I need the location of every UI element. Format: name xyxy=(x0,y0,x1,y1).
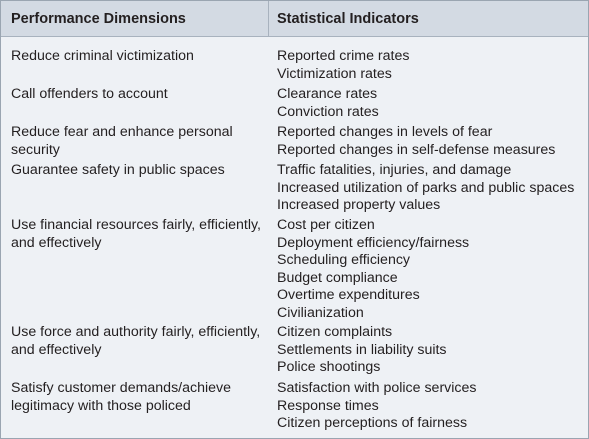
dimension-line: Satisfy customer demands/achieve xyxy=(11,380,232,396)
header-divider xyxy=(268,1,269,36)
indicator-line: Reported crime rates xyxy=(277,48,410,64)
indicator-line: Police shootings xyxy=(277,359,381,376)
dimension-cell xyxy=(11,48,269,66)
dimension-line: Call offenders to account xyxy=(11,86,168,102)
dimension-line: legitimacy with those policed xyxy=(11,397,191,414)
indicator-cell xyxy=(277,124,582,159)
indicator-line: Satisfaction with police services xyxy=(277,380,477,396)
dimension-line: Reduce fear and enhance personal xyxy=(11,124,233,140)
dimension-cell xyxy=(11,86,269,104)
dimension-line: Guarantee safety in public spaces xyxy=(11,162,225,178)
indicator-line: Citizen perceptions of fairness xyxy=(277,415,468,432)
indicator-cell xyxy=(277,380,582,433)
dimension-cell xyxy=(11,380,269,415)
indicator-line: Deployment efficiency/fairness xyxy=(277,234,470,251)
header-performance-dimensions: Performance Dimensions xyxy=(11,11,186,27)
indicator-line: Response times xyxy=(277,397,379,414)
dimension-line: security xyxy=(11,141,60,158)
header-statistical-indicators: Statistical Indicators xyxy=(277,11,419,27)
indicator-line: Increased property values xyxy=(277,197,441,214)
dimension-line: and effectively xyxy=(11,341,102,358)
indicator-line: Conviction rates xyxy=(277,103,379,120)
indicator-cell xyxy=(277,217,582,323)
dimension-cell xyxy=(11,324,269,359)
indicator-line: Victimization rates xyxy=(277,65,392,82)
indicator-cell xyxy=(277,48,582,83)
dimension-line: Use financial resources fairly, efficiently, xyxy=(11,217,261,233)
dimension-line: Reduce criminal victimization xyxy=(11,48,194,64)
indicator-line: Reported changes in levels of fear xyxy=(277,124,493,140)
indicator-line: Traffic fatalities, injuries, and damage xyxy=(277,162,512,178)
dimension-line: and effectively xyxy=(11,234,102,251)
indicator-line: Budget compliance xyxy=(277,269,398,286)
indicator-line: Overtime expenditures xyxy=(277,287,420,304)
indicator-cell xyxy=(277,324,582,377)
indicator-line: Citizen complaints xyxy=(277,324,393,340)
indicator-line: Clearance rates xyxy=(277,86,378,102)
indicator-line: Settlements in liability suits xyxy=(277,341,447,358)
indicator-line: Scheduling efficiency xyxy=(277,252,411,269)
indicator-cell xyxy=(277,162,582,215)
table-header xyxy=(1,1,588,37)
dimension-line: Use force and authority fairly, efficiently, xyxy=(11,324,261,340)
indicator-line: Reported changes in self-defense measures xyxy=(277,141,556,158)
dimension-cell xyxy=(11,124,269,159)
dimension-cell xyxy=(11,217,269,252)
indicator-cell xyxy=(277,86,582,121)
indicator-line: Cost per citizen xyxy=(277,217,375,233)
indicator-line: Increased utilization of parks and public spaces xyxy=(277,179,575,196)
dimension-cell xyxy=(11,162,269,180)
indicator-line: Civilianization xyxy=(277,304,364,321)
